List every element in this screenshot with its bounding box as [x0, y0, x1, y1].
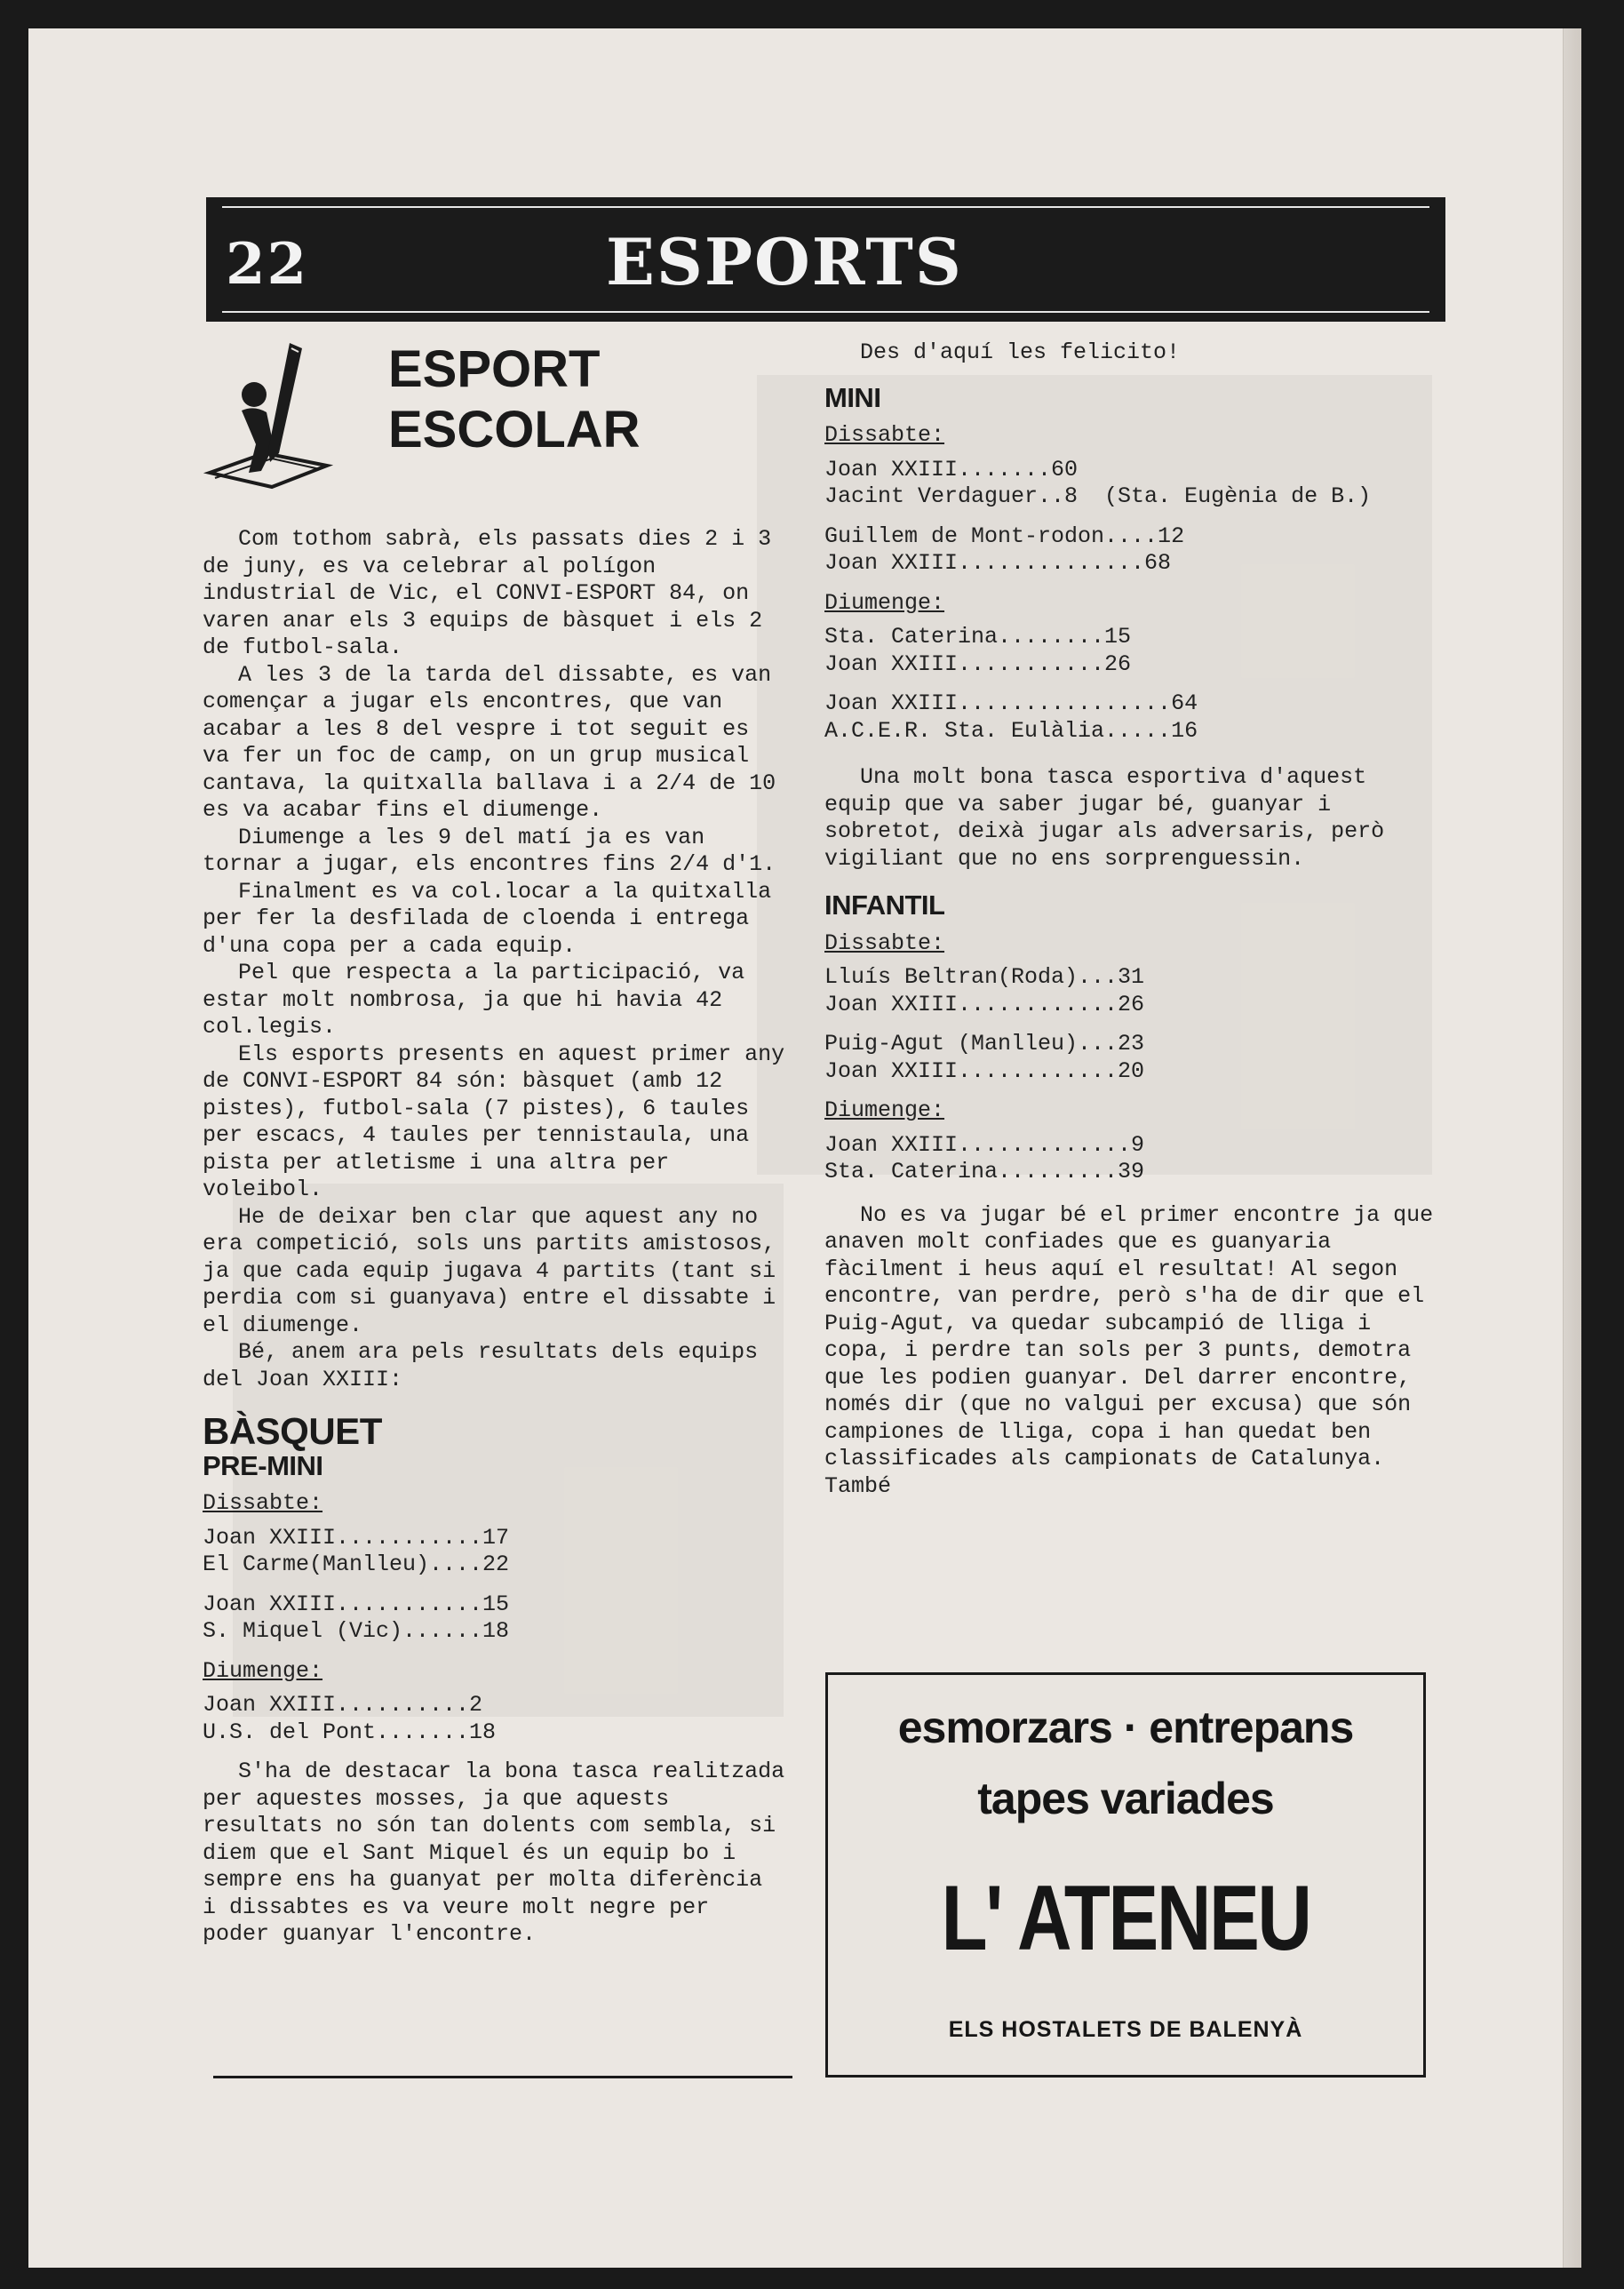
- result-group: [824, 523, 1446, 578]
- body-paragraph: He de deixar ben clar que aquest any no era competició, sols uns partits amistosos, ja que cada equip jugava 4 partits (tant si perdia com si guanyava) entre el dissabte i el diumenge.: [203, 1203, 776, 1338]
- ad-line-1: esmorzars · entrepans: [897, 1703, 1354, 1752]
- result-group: [824, 1132, 1446, 1186]
- result-line: A.C.E.R. Sta. Eulàlia.....16: [824, 717, 1198, 744]
- magazine-page: [28, 28, 1581, 2268]
- result-line: Sta. Caterina.........39: [824, 1159, 1145, 1184]
- body-paragraph: A les 3 de la tarda del dissabte, es van començar a jugar els encontres, que van acabar a les 8 del vespre i tot seguit es va fer un foc de camp, on un grup musical cantava, la quitxalla ballava i a 2/4 de 10 es va acabar fins el diumenge.: [203, 661, 776, 823]
- header-rule-top: [222, 206, 1429, 208]
- result-line: Joan XXIII............20: [824, 1057, 1145, 1084]
- article-title-line1: ESPORT: [388, 340, 601, 398]
- body-paragraph: Bé, anem ara pels resultats dels equips del Joan XXIII:: [203, 1339, 759, 1392]
- result-line: Sta. Caterina........15: [824, 624, 1132, 650]
- result-line: S. Miquel (Vic)......18: [203, 1618, 510, 1644]
- ad-line-2: tapes variades: [977, 1774, 1274, 1823]
- body-paragraph: Els esports presents en aquest primer any de CONVI-ESPORT 84 són: bàsquet (amb 12 pistes), futbol-sala (7 pistes), 6 taules per escacs, 4 taules per tennistaula, una pista per atletisme i una altra per voleibol.: [203, 1041, 785, 1202]
- advertisement-box: [825, 1672, 1426, 2078]
- pencil-figure-book-icon: [203, 339, 336, 490]
- result-line: Joan XXIII..............68: [824, 550, 1172, 576]
- result-line: Joan XXIII...........26: [824, 650, 1132, 677]
- result-group: [203, 1525, 789, 1579]
- premini-comment-tail: Des d'aquí les felicito!: [860, 339, 1181, 365]
- result-group: [203, 1692, 789, 1746]
- basquet-heading: BÀSQUET: [203, 1410, 382, 1452]
- infantil-heading: INFANTIL: [824, 889, 945, 921]
- result-line: Lluís Beltran(Roda)...31: [824, 964, 1145, 990]
- result-group: [824, 624, 1446, 678]
- result-group: [824, 964, 1446, 1018]
- mini-heading: MINI: [824, 381, 881, 413]
- result-group: [824, 1031, 1446, 1085]
- header-rule-bottom: [222, 311, 1429, 313]
- body-paragraph: Finalment es va col.locar a la quitxalla per fer la desfilada de cloenda i entrega d'una copa per a cada equip.: [203, 878, 772, 959]
- result-line: Joan XXIII...........15: [203, 1591, 510, 1617]
- mini-saturday-label: Dissabte:: [824, 422, 945, 448]
- premini-saturday-label: Dissabte:: [203, 1490, 323, 1516]
- article-title-line2: ESCOLAR: [388, 401, 641, 459]
- result-line: Joan XXIII.............9: [824, 1131, 1145, 1158]
- mini-comment: Una molt bona tasca esportiva d'aquest equip que va saber jugar bé, guanyar i sobretot, deixà jugar als adversaris, però vigiliant que no ens sorprenguessin.: [824, 764, 1385, 872]
- result-line: Guillem de Mont-rodon....12: [824, 522, 1185, 549]
- result-line: Jacint Verdaguer..8 (Sta. Eugènia de B.): [824, 483, 1372, 509]
- body-paragraph: Pel que respecta a la participació, va estar molt nombrosa, ja que hi havia 42 col.legis.: [203, 960, 745, 1040]
- ad-location: ELS HOSTALETS DE BALENYÀ: [948, 2017, 1303, 2042]
- result-line: Joan XXIII................64: [824, 690, 1198, 716]
- result-group: [824, 690, 1446, 745]
- premini-heading: PRE-MINI: [203, 1449, 323, 1481]
- result-line: Joan XXIII.......60: [824, 456, 1079, 483]
- result-line: U.S. del Pont.......18: [203, 1719, 497, 1745]
- section-title: ESPORTS: [606, 224, 963, 299]
- result-group: [203, 1591, 789, 1646]
- body-paragraph: Com tothom sabrà, els passats dies 2 i 3 de juny, es va celebrar al polígon industrial de Vic, el CONVI-ESPORT 84, on varen anar els 3 equips de bàsquet i els 2 de futbol-sala.: [203, 526, 772, 660]
- result-line: Joan XXIII..........2: [203, 1692, 483, 1718]
- column-bottom-rule: [213, 2076, 792, 2078]
- result-line: El Carme(Manlleu)....22: [203, 1551, 510, 1577]
- right-column: [824, 339, 1446, 1500]
- infantil-comment: No es va jugar bé el primer encontre ja que anaven molt confiades que es guanyaria fàcilment i heus aquí el resultat! Al segon encontre, van perdre, però s'ha de dir que el Puig-Agut, va quedar subcampió de lliga i copa, i perdre tan sols per 3 punts, demotra que les podien guanyar. Del darrer encontre, només dir (que no valgui per excusa) que són campiones de lliga, copa i han quedat ben classificades als campionats de Catalunya. També: [824, 1201, 1434, 1499]
- article-title: [388, 339, 641, 460]
- result-line: Puig-Agut (Manlleu)...23: [824, 1031, 1145, 1057]
- premini-sunday-label: Diumenge:: [203, 1657, 323, 1684]
- mini-sunday-label: Diumenge:: [824, 589, 945, 616]
- result-group: [824, 457, 1446, 511]
- body-paragraph: Diumenge a les 9 del matí ja es van tornar a jugar, els encontres fins 2/4 d'1.: [203, 824, 776, 877]
- infantil-sunday-label: Diumenge:: [824, 1097, 945, 1123]
- ad-business-name: L' ATENEU: [941, 1867, 1310, 1970]
- premini-comment: S'ha de destacar la bona tasca realitzada per aquestes mosses, ja que aquests resultats no són tan dolents com sembla, si diem que el Sant Miquel és un equip bo i sempre ens ha guanyat per molta diferència i dissabtes es va veure molt negre per poder guanyar l'encontre.: [203, 1759, 785, 1947]
- page-number: 22: [226, 231, 309, 298]
- result-line: Joan XXIII...........17: [203, 1524, 510, 1551]
- page-edge: [1563, 28, 1581, 2268]
- section-header-bar: [206, 197, 1445, 322]
- left-column: [203, 526, 789, 1949]
- infantil-saturday-label: Dissabte:: [824, 929, 945, 956]
- result-line: Joan XXIII............26: [824, 991, 1145, 1017]
